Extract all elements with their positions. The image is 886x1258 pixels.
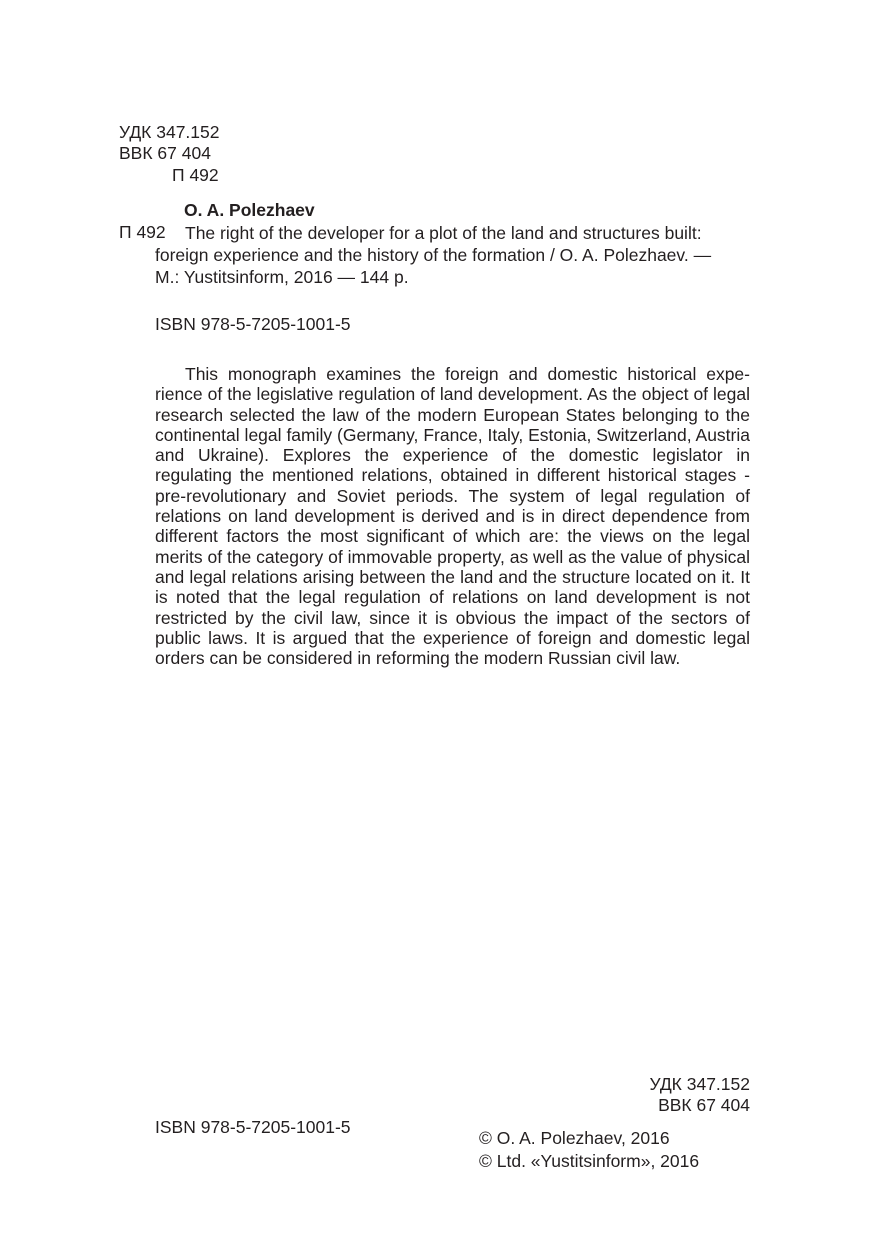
title-line-1: The right of the developer for a plot of the land and structures built: xyxy=(185,223,702,243)
record-code: П 492 xyxy=(119,222,166,242)
footer-bbk: ВВК 67 404 xyxy=(658,1095,750,1115)
header-bbk: ВВК 67 404 xyxy=(119,143,211,163)
abstract-text: This monograph examines the foreign and domestic historical experience of the legislative regulation of land development. As the object of legal research selected the law of the modern European States belonging to the continental legal family (Germany, France, Italy, Estonia, Switzerland, Austria and Ukraine). Explores the experience of the domestic legislator in regulating the mentioned relations, obtained in different historical stages - pre-revolutionary and Soviet periods. The system of legal regulation of relations on land development is derived and is in direct dependence from different factors the most significant of which are: the views on the legal merits of the category of immovable property, as well as the value of physical and legal relations arising between the land and the structure located on it. It is noted that the legal regulation of relations on land development is not restricted by the civil law, since it is obvious the impact of the sectors of public laws. It is argued that the experience of foreign and domestic legal orders can be considered in reforming the modern Russian civil law. xyxy=(155,364,750,669)
record-title xyxy=(155,222,750,288)
title-line-2: foreign experience and the history of the formation / O. A. Polezhaev. — xyxy=(155,245,712,265)
header-udk: УДК 347.152 xyxy=(119,122,220,142)
header-author-mark: П 492 xyxy=(172,165,219,185)
footer-udk: УДК 347.152 xyxy=(649,1074,750,1094)
copyright-publisher: © Ltd. «Yustitsinform», 2016 xyxy=(479,1151,700,1171)
title-line-3: M.: Yustitsinform, 2016 — 144 p. xyxy=(155,267,409,287)
author-name: O. A. Polezhaev xyxy=(184,200,315,220)
record-isbn: ISBN 978-5-7205-1001-5 xyxy=(155,314,351,334)
footer-isbn: ISBN 978-5-7205-1001-5 xyxy=(155,1117,351,1137)
copyright-author: © O. A. Polezhaev, 2016 xyxy=(479,1128,670,1148)
